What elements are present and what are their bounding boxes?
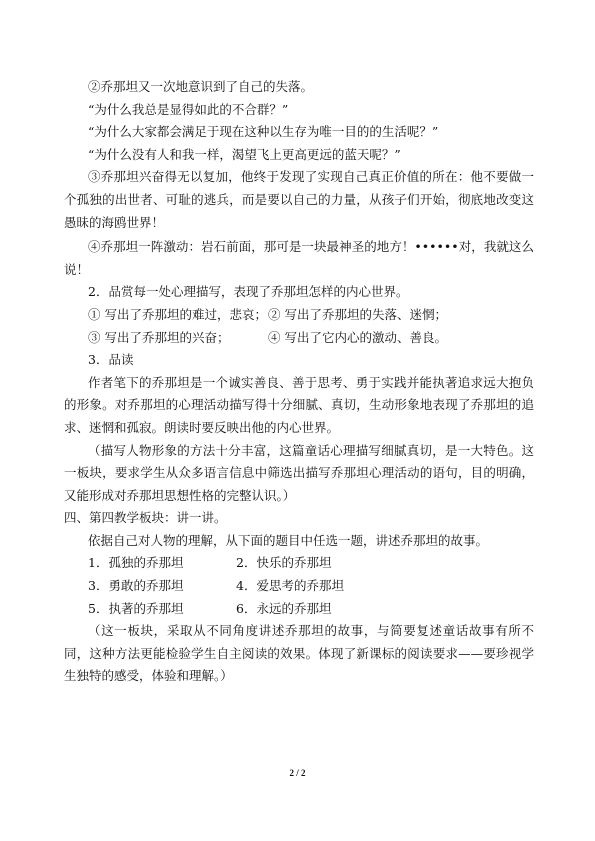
topic-row [64, 598, 534, 621]
topic-item: 1．孤独的乔那坦 [88, 555, 184, 571]
topic-item: 5．执著的乔那坦 [88, 600, 184, 616]
topic-item: 4．爱思考的乔那坦 [236, 578, 344, 594]
answer-row [64, 304, 534, 327]
paragraph: 依据自己对人物的理解，从下面的题目中任选一题，讲述乔那坦的故事。 [88, 532, 489, 548]
section-heading: 3．品读 [88, 352, 134, 368]
paragraph: ④乔那坦一阵激动：岩石前面，那可是一块最神圣的地方！••••••对，我就这么说！ [64, 239, 534, 277]
topic-item: 2．快乐的乔那坦 [236, 555, 332, 571]
answer-item: ① 写出了乔那坦的难过，悲哀； [88, 306, 267, 322]
topic-row [64, 575, 534, 598]
answer-item: ④ 写出了它内心的激动、善良。 [268, 329, 447, 345]
page-content [64, 76, 534, 688]
answer-item: ③ 写出了乔那坦的兴奋； [88, 329, 230, 345]
quote-line: “为什么我总是显得如此的不合群？” [88, 101, 289, 117]
page-number: 2 / 2 [289, 768, 306, 778]
paragraph: 作者笔下的乔那坦是一个诚实善良、善于思考、勇于实践并能执著追求远大抱负的形象。对乔那坦的心理活动描写得十分细腻、真切，生动形象地表现了乔那坦的追求、迷惘和孤寂。朗读时要反映出他的内心世界。 [64, 374, 534, 435]
quote-line: “为什么大家都会满足于现在这种以生存为唯一目的的生活呢？” [88, 124, 439, 140]
topic-item: 6．永远的乔那坦 [236, 600, 332, 616]
teaching-note: （这一板块，采取从不同角度讲述乔那坦的故事，与简要复述童话故事有所不同，这种方法更能检验学生自主阅读的效果。体现了新课标的阅读要求——要珍视学生独特的感受，体验和理解。） [64, 623, 534, 684]
topic-row [64, 552, 534, 575]
quote-line: “为什么没有人和我一样，渴望飞上更高更远的蓝天呢？” [88, 146, 401, 162]
paragraph: ②乔那坦又一次地意识到了自己的失落。 [88, 79, 314, 94]
section-heading: 2．品赏每一处心理描写，表现了乔那坦怎样的内心世界。 [88, 284, 409, 300]
paragraph: ③乔那坦兴奋得无以复加，他终于发现了实现自己真正价值的所在：他不要做一个孤独的出世者、可耻的逃兵，而是要以自己的力量，从孩子们开始，彻底地改变这愚昧的海鸥世界！ [64, 169, 534, 230]
answer-row [64, 327, 534, 350]
teaching-note: （描写人物形象的方法十分丰富，这篇童话心理描写细腻真切，是一大特色。这一板块，要求学生从众多语言信息中筛选出描写乔那坦心理活动的语句，目的明确，又能形成对乔那坦思想性格的完整认识。） [64, 442, 534, 503]
section-heading: 四、第四教学板块：讲一讲。 [64, 510, 227, 526]
topic-item: 3．勇敢的乔那坦 [88, 578, 184, 594]
answer-item: ② 写出了乔那坦的失落、迷惘； [268, 306, 447, 322]
